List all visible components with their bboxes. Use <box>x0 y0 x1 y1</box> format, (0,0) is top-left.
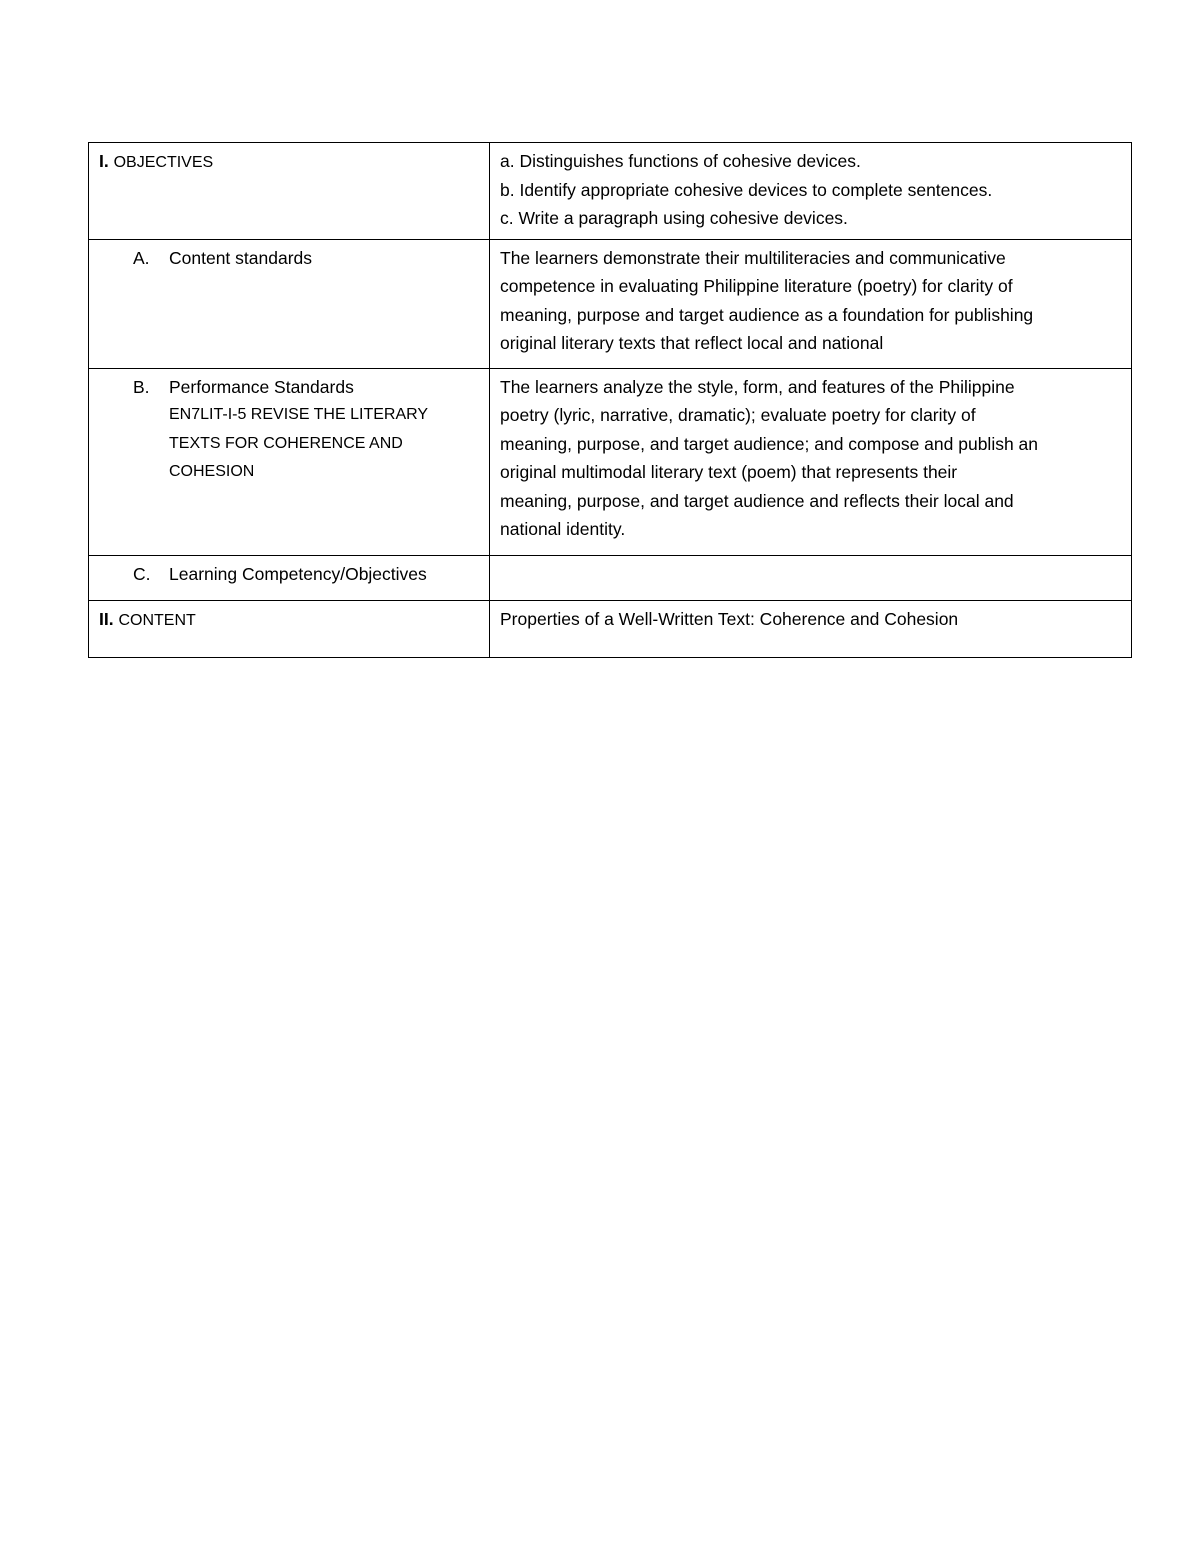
objectives-label: OBJECTIVES <box>113 154 214 171</box>
content-row <box>89 600 1132 657</box>
performance-standards-text-line: national identity. <box>500 519 626 539</box>
content-standards-value-cell <box>490 239 1132 368</box>
content-label: CONTENT <box>118 611 196 629</box>
lesson-plan-table <box>88 142 1132 658</box>
performance-standards-text-line: meaning, purpose, and target audience and reflects their local and <box>500 490 1014 511</box>
content-value-cell <box>490 600 1132 657</box>
performance-standards-row <box>89 368 1132 555</box>
learning-competency-label-cell <box>89 555 490 600</box>
objectives-heading <box>99 147 479 178</box>
content-standards-row <box>89 239 1132 368</box>
content-value: Properties of a Well-Written Text: Coherence and Cohesion <box>500 608 959 629</box>
objective-item: a. Distinguishes functions of cohesive devices. <box>500 151 861 171</box>
objective-item: c. Write a paragraph using cohesive devices. <box>500 208 848 228</box>
learning-competency-value-cell <box>490 555 1132 600</box>
objectives-row <box>89 143 1132 240</box>
performance-standards-label: Performance Standards <box>169 376 354 397</box>
learning-competency-row <box>89 555 1132 600</box>
objective-item: b. Identify appropriate cohesive devices to complete sentences. <box>500 179 993 200</box>
performance-standards-text-line: meaning, purpose, and target audience; and compose and publish an <box>500 433 1039 454</box>
objectives-numeral: I. <box>99 151 109 171</box>
performance-standards-text-line: The learners analyze the style, form, and features of the Philippine <box>500 376 1015 397</box>
learning-competency-label: Learning Competency/Objectives <box>169 563 427 584</box>
performance-standards-letter: B. <box>133 376 150 397</box>
competency-code-line: EN7LIT-I-5 REVISE THE LITERARY <box>169 406 429 423</box>
content-standards-text-line: original literary texts that reflect local and national <box>500 333 884 353</box>
competency-code-line: COHESION <box>169 463 255 480</box>
objectives-value-cell <box>490 143 1132 240</box>
performance-standards-value-cell <box>490 368 1132 555</box>
objectives-label-cell <box>89 143 490 240</box>
content-standards-label-cell <box>89 239 490 368</box>
performance-standards-text-line: poetry (lyric, narrative, dramatic); evaluate poetry for clarity of <box>500 405 976 425</box>
content-standards-text-line: meaning, purpose and target audience as a foundation for publishing <box>500 304 1034 325</box>
content-standards-text-line: competence in evaluating Philippine literature (poetry) for clarity of <box>500 276 1013 296</box>
content-heading <box>99 605 479 636</box>
content-standards-letter: A. <box>133 247 150 268</box>
competency-code-line: TEXTS FOR COHERENCE AND <box>169 434 403 452</box>
content-standards-label: Content standards <box>169 247 313 268</box>
performance-standards-text-line: original multimodal literary text (poem) that represents their <box>500 462 958 482</box>
performance-standards-label-cell <box>89 368 490 555</box>
learning-competency-letter: C. <box>133 563 151 584</box>
content-label-cell <box>89 600 490 657</box>
content-numeral: II. <box>99 608 114 629</box>
content-standards-text-line: The learners demonstrate their multiliteracies and communicative <box>500 247 1006 268</box>
